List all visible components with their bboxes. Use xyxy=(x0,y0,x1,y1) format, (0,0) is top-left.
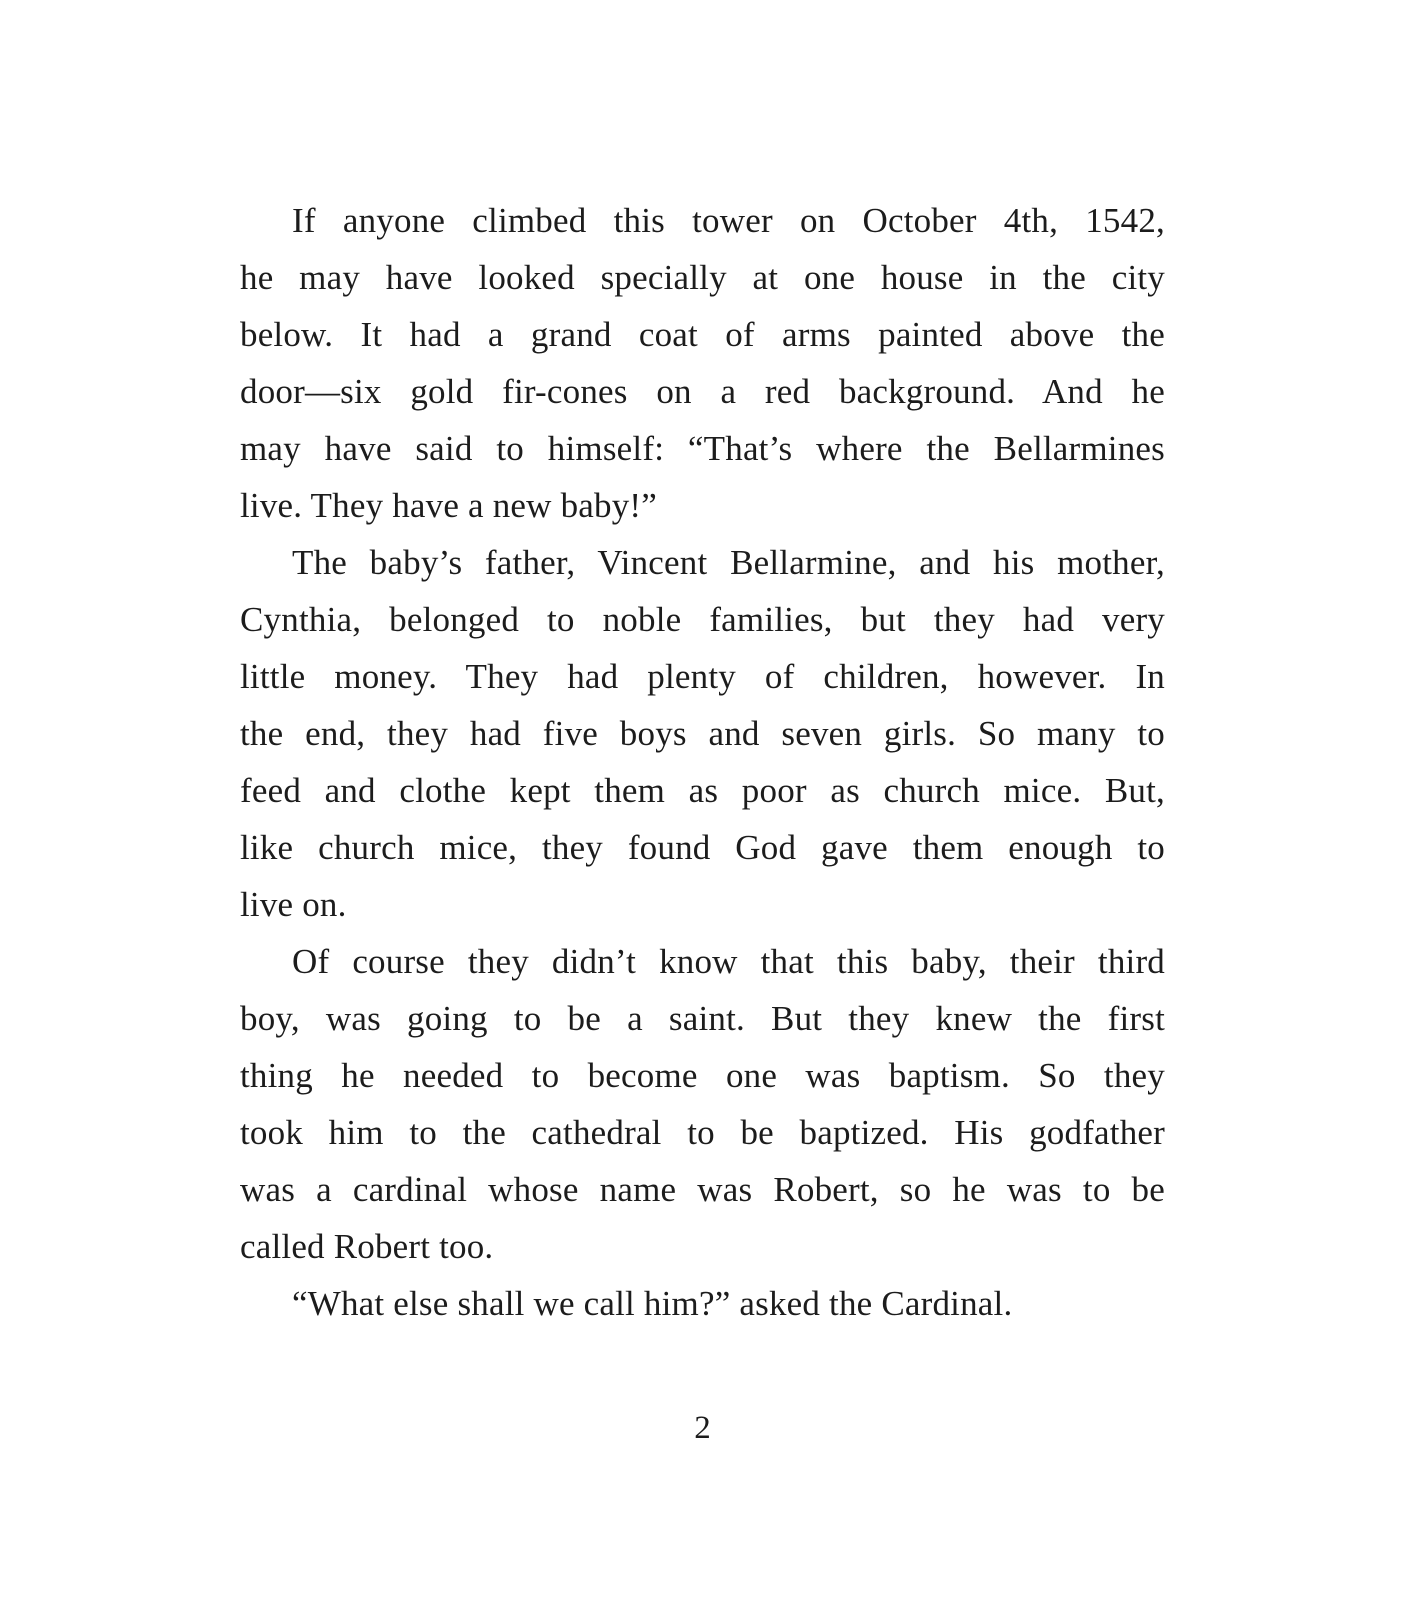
text-line: boy, was going to be a saint. But they knew the first xyxy=(240,999,1165,1038)
page-text xyxy=(240,192,1165,1332)
text-line: may have said to himself: “That’s where the Bellarmines xyxy=(240,429,1165,468)
text-line: he may have looked specially at one house in the city xyxy=(240,258,1165,297)
text-line: the end, they had five boys and seven girls. So many to xyxy=(240,714,1165,753)
text-line: “What else shall we call him?” asked the Cardinal. xyxy=(292,1284,1013,1323)
text-line: feed and clothe kept them as poor as church mice. But, xyxy=(240,771,1165,810)
paragraph xyxy=(240,933,1165,1275)
text-line: If anyone climbed this tower on October 4th, 1542, xyxy=(292,201,1165,240)
page-number: 2 xyxy=(694,1410,711,1446)
text-line: little money. They had plenty of children, however. In xyxy=(240,657,1165,696)
text-line: The baby’s father, Vincent Bellarmine, and his mother, xyxy=(292,543,1165,582)
text-line: Of course they didn’t know that this baby, their third xyxy=(292,942,1165,981)
text-line: took him to the cathedral to be baptized. His godfather xyxy=(240,1113,1165,1152)
text-line: called Robert too. xyxy=(240,1227,494,1266)
text-line: was a cardinal whose name was Robert, so he was to be xyxy=(240,1170,1165,1209)
paragraph xyxy=(240,1275,1165,1332)
paragraph xyxy=(240,534,1165,933)
text-line: below. It had a grand coat of arms painted above the xyxy=(240,315,1165,354)
text-line: live on. xyxy=(240,885,347,924)
text-line: thing he needed to become one was baptism. So they xyxy=(240,1056,1165,1095)
text-line: like church mice, they found God gave them enough to xyxy=(240,828,1165,867)
text-line: live. They have a new baby!” xyxy=(240,486,658,525)
paragraph xyxy=(240,192,1165,534)
text-line: Cynthia, belonged to noble families, but they had very xyxy=(240,600,1165,639)
text-line: door—six gold fir-cones on a red background. And he xyxy=(240,372,1165,411)
